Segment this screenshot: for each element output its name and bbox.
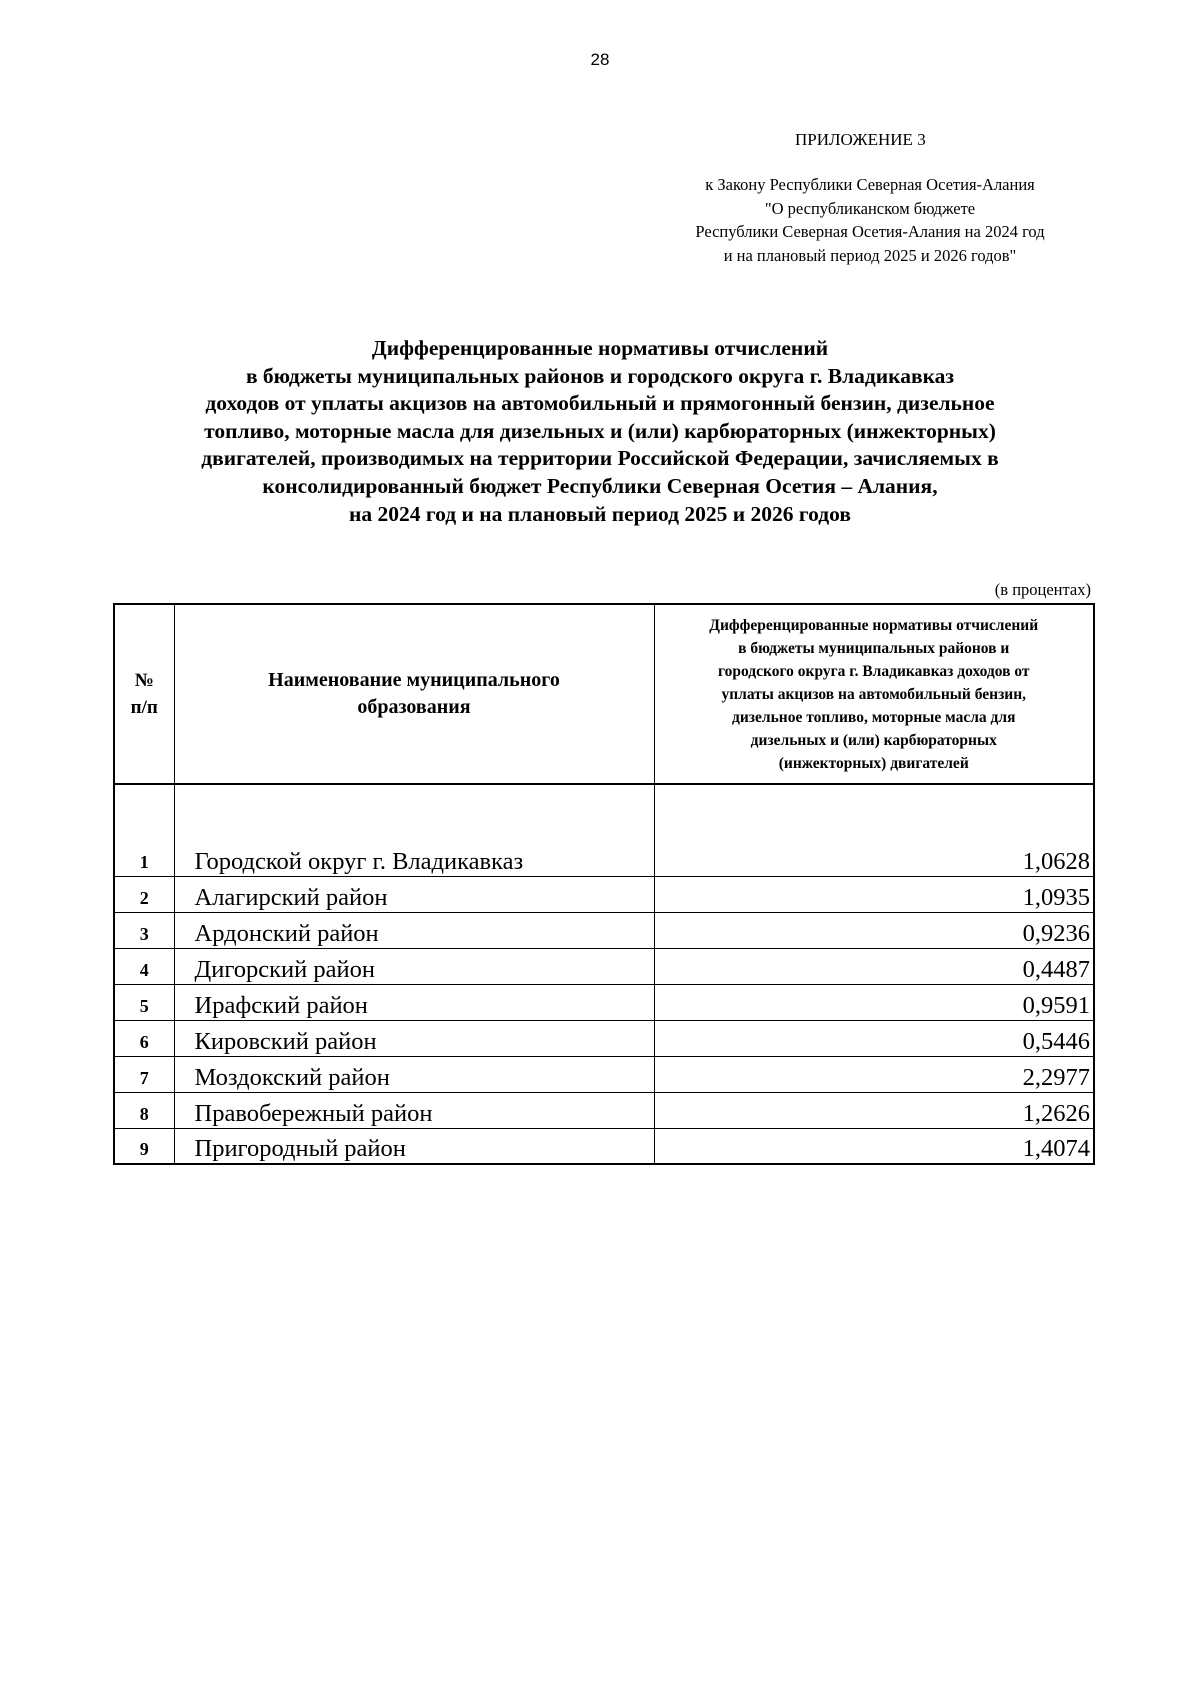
table-header-row <box>114 604 1094 784</box>
law-reference-line: "О республиканском бюджете <box>764 198 976 218</box>
law-reference-line: к Закону Республики Северная Осетия-Алания <box>705 175 1035 194</box>
table-row <box>114 948 1094 984</box>
row-name: Правобережный район <box>174 1092 654 1128</box>
row-number: 7 <box>114 1056 174 1092</box>
row-name: Дигорский район <box>174 948 654 984</box>
normatives-table <box>113 603 1095 1165</box>
table-row <box>114 1092 1094 1128</box>
title-line: топливо, моторные масла для дизельных и (или) карбюраторных (инжекторных) <box>204 418 996 443</box>
document-title <box>100 335 1100 528</box>
law-reference <box>640 173 1100 267</box>
title-line: на 2024 год и на плановый период 2025 и 2026 годов <box>349 501 851 526</box>
row-name: Алагирский район <box>174 876 654 912</box>
row-value: 0,5446 <box>654 1020 1094 1056</box>
law-reference-line: Республики Северная Осетия-Алания на 2024 год <box>695 222 1045 241</box>
header-value <box>654 604 1094 784</box>
header-value-line: в бюджеты муниципальных районов и <box>738 639 1010 657</box>
row-value: 1,0628 <box>654 784 1094 876</box>
row-number: 6 <box>114 1020 174 1056</box>
page-number: 28 <box>590 50 610 69</box>
row-name: Ирафский район <box>174 984 654 1020</box>
header-value-line: городского округа г. Владикавказ доходов от <box>717 662 1030 680</box>
title-line: двигателей, производимых на территории Российской Федерации, зачисляемых в <box>201 446 999 471</box>
table-container <box>113 603 1093 1165</box>
header-value-line: уплаты акцизов на автомобильный бензин, <box>721 685 1027 703</box>
table-row <box>114 1128 1094 1164</box>
header-number-line: п/п <box>130 697 158 718</box>
title-line: доходов от уплаты акцизов на автомобильный и прямогонный бензин, дизельное <box>205 391 995 416</box>
title-line: в бюджеты муниципальных районов и городского округа г. Владикавказ <box>245 363 955 388</box>
header-name-line: Наименование муниципального <box>268 669 560 691</box>
row-value: 0,9591 <box>654 984 1094 1020</box>
row-number: 9 <box>114 1128 174 1164</box>
row-number: 1 <box>114 784 174 876</box>
header-name <box>174 604 654 784</box>
row-name: Кировский район <box>174 1020 654 1056</box>
row-number: 4 <box>114 948 174 984</box>
header-name-line: образования <box>357 696 471 718</box>
title-line: консолидированный бюджет Республики Северная Осетия – Алания, <box>262 473 938 498</box>
table-row <box>114 1020 1094 1056</box>
law-reference-line: и на плановый период 2025 и 2026 годов" <box>723 245 1017 265</box>
row-name: Городской округ г. Владикавказ <box>174 784 654 876</box>
row-number: 5 <box>114 984 174 1020</box>
row-value: 1,2626 <box>654 1092 1094 1128</box>
row-value: 2,2977 <box>654 1056 1094 1092</box>
row-number: 8 <box>114 1092 174 1128</box>
row-number: 3 <box>114 912 174 948</box>
table-row <box>114 984 1094 1020</box>
header-number <box>114 604 174 784</box>
row-name: Моздокский район <box>174 1056 654 1092</box>
table-row <box>114 876 1094 912</box>
header-value-line: дизельных и (или) карбюраторных <box>750 731 997 749</box>
header-number-line: № <box>134 670 154 691</box>
title-line: Дифференцированные нормативы отчислений <box>371 336 829 360</box>
row-value: 1,4074 <box>654 1128 1094 1164</box>
table-row <box>114 1056 1094 1092</box>
header-value-line: дизельное топливо, моторные масла для <box>732 708 1016 726</box>
table-row <box>114 912 1094 948</box>
row-value: 1,0935 <box>654 876 1094 912</box>
row-value: 0,9236 <box>654 912 1094 948</box>
row-number: 2 <box>114 876 174 912</box>
header-value-line: Дифференцированные нормативы отчислений <box>709 616 1039 634</box>
row-value: 0,4487 <box>654 948 1094 984</box>
row-name: Пригородный район <box>174 1128 654 1164</box>
units-label: (в процентах) <box>994 580 1091 599</box>
table-row <box>114 784 1094 876</box>
appendix-label: ПРИЛОЖЕНИЕ 3 <box>795 130 926 149</box>
row-name: Ардонский район <box>174 912 654 948</box>
header-value-line: (инжекторных) двигателей <box>778 754 969 772</box>
